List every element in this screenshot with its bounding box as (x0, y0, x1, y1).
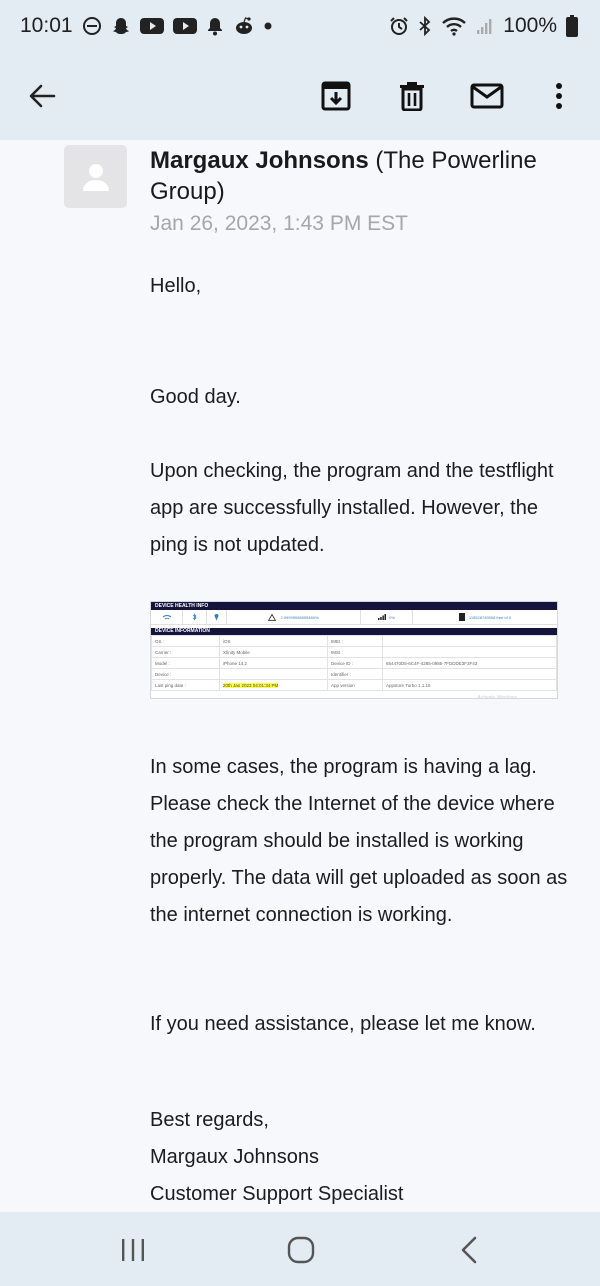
last-ping-highlight: 20th Jan 2023 04:01:34 PM (223, 682, 279, 688)
avatar[interactable] (64, 145, 127, 208)
signal-value: 0% (389, 614, 395, 620)
memory-icon (459, 613, 465, 621)
snapchat-icon (111, 16, 131, 36)
device-health-row (151, 610, 557, 625)
storage-cell (227, 610, 361, 624)
table-cell: IMSI : (328, 647, 383, 658)
do-not-disturb-icon (82, 16, 102, 36)
bluetooth-icon (418, 16, 432, 36)
table-cell (220, 669, 328, 680)
mark-unread-button[interactable] (463, 72, 511, 120)
table-cell: Device ID : (328, 658, 383, 669)
back-icon (460, 1236, 478, 1264)
table-cell: Carrier : (152, 647, 220, 658)
recents-icon (120, 1238, 146, 1262)
recents-button[interactable] (109, 1228, 157, 1272)
back-button[interactable] (18, 72, 66, 120)
table-cell: Model : (152, 658, 220, 669)
greeting: Hello, (150, 275, 202, 297)
device-info-table (151, 635, 557, 691)
storage-value: 2.09999998509480% (280, 614, 319, 620)
archive-button[interactable] (312, 72, 360, 120)
reddit-icon (233, 16, 255, 36)
email-date: Jan 26, 2023, 1:43 PM EST (150, 212, 408, 235)
email-toolbar (0, 52, 600, 140)
clock: 10:01 (20, 14, 73, 37)
table-cell (383, 636, 557, 647)
more-vert-icon (555, 82, 563, 110)
delete-button[interactable] (388, 72, 436, 120)
table-cell: iOS (220, 636, 328, 647)
signal-cell (361, 610, 413, 624)
sender-line[interactable] (150, 145, 570, 207)
paragraph-2: Upon checking, the program and the testflight app are successfully installed. However, the ping is not updated. (150, 460, 554, 556)
table-cell (383, 647, 557, 658)
status-bar-right (389, 14, 578, 38)
table-row (152, 680, 557, 691)
sender-name: Margaux Johnsons (150, 147, 369, 174)
nav-back-button[interactable] (445, 1228, 493, 1272)
more-notifications-dot-icon (264, 22, 272, 30)
memory-cell (413, 610, 557, 624)
table-cell: Identifier : (328, 669, 383, 680)
embedded-screenshot[interactable] (150, 601, 558, 699)
battery-icon (566, 15, 578, 37)
table-row (152, 636, 557, 647)
table-cell: Device : (152, 669, 220, 680)
table-cell: Last ping date : (152, 680, 220, 691)
table-row (152, 669, 557, 680)
device-information-header: DEVICE INFORMATION (151, 628, 557, 635)
closing: Best regards, (150, 1109, 269, 1131)
wifi-icon (441, 16, 467, 36)
home-icon (287, 1236, 315, 1264)
alarm-icon (389, 16, 409, 36)
status-bar-left (20, 14, 272, 38)
notification-bell-icon (206, 16, 224, 36)
paragraph-3: In some cases, the program is having a lag. Please check the Internet of the device where the program should be installed is working properly. The data will get uploaded as soon as the internet connection is working. (150, 756, 568, 926)
wifi-status-icon (151, 610, 183, 624)
cell-signal-icon (476, 17, 494, 35)
youtube-icon (140, 17, 164, 35)
table-row (152, 658, 557, 669)
delete-icon (398, 81, 426, 111)
memory-value: 115528749508 free of 0 (468, 614, 512, 620)
table-cell: OS : (152, 636, 220, 647)
signature-title: Customer Support Specialist (150, 1183, 404, 1205)
person-icon (80, 161, 112, 193)
system-nav-bar (0, 1212, 600, 1286)
table-cell: IMEI : (328, 636, 383, 647)
table-row (152, 647, 557, 658)
windows-watermark: Activate Windows (477, 695, 517, 699)
warning-icon (268, 614, 276, 621)
back-arrow-icon (28, 82, 56, 110)
signature-name: Margaux Johnsons (150, 1146, 319, 1168)
table-cell: 654470D5-6C4F-4285-0985-7FDDDE3F3F43 (383, 658, 557, 669)
location-status-icon (207, 610, 227, 624)
bluetooth-status-icon (183, 610, 207, 624)
table-cell (220, 680, 328, 691)
device-health-header: DEVICE HEALTH INFO (151, 602, 557, 610)
youtube-icon-2 (173, 17, 197, 35)
battery-percent: 100% (503, 14, 557, 37)
paragraph-1: Good day. (150, 386, 241, 408)
status-bar (0, 0, 600, 52)
table-cell: App version (328, 680, 383, 691)
more-options-button[interactable] (535, 72, 583, 120)
table-cell: iPhone 14,2 (220, 658, 328, 669)
sender-organization: (The Powerline Group) (150, 147, 537, 205)
home-button[interactable] (277, 1228, 325, 1272)
mark-unread-icon (470, 83, 504, 109)
paragraph-4: If you need assistance, please let me know. (150, 1013, 536, 1035)
table-cell: Appstore Turbo 1.1.16 (383, 680, 557, 691)
signal-bars-icon (378, 614, 386, 620)
email-content[interactable] (0, 140, 600, 1212)
archive-icon (321, 81, 351, 111)
table-cell: Xfinity Mobile (220, 647, 328, 658)
table-cell (383, 669, 557, 680)
